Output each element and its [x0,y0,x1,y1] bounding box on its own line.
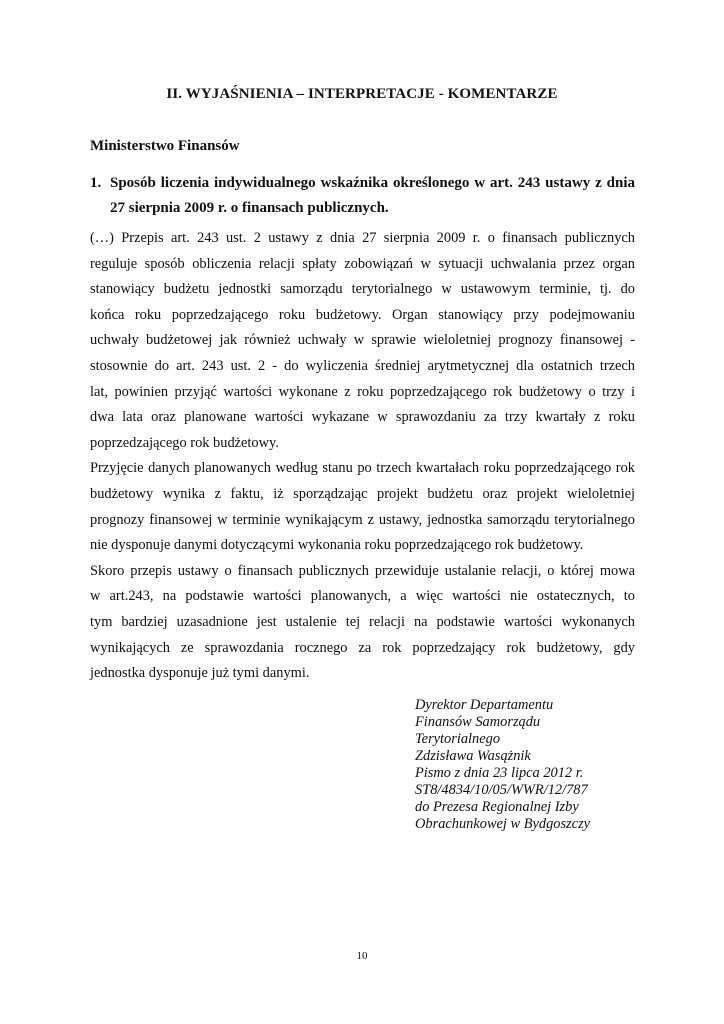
signature-line: Pismo z dnia 23 lipca 2012 r. [415,765,584,781]
item-title [110,171,635,221]
page-number: 10 [356,950,368,962]
text-line: tym bardziej uzasadnione jest ustalenie tej relacji na podstawie wartości wykonanych [90,613,635,630]
item-title-line: 27 sierpnia 2009 r. o finansach publicznych. [110,200,389,216]
text-line: stosownie do art. 243 ust. 2 - do wyliczenia średniej arytmetycznej dla ostatnich trzech [90,357,635,374]
item-title-line: Sposób liczenia indywidualnego wskaźnika określonego w art. 243 ustawy z dnia [110,175,635,191]
text-line: jednostka dysponuje już tymi danymi. [90,665,310,682]
paragraph-2 [90,456,635,558]
text-line: reguluje sposób obliczenia relacji spłaty zobowiązań w sytuacji uchwalania przez organ [90,255,635,272]
section-heading: II. WYJAŚNIENIA – INTERPRETACJE - KOMENTARZE [166,86,558,102]
text-line: lat, powinien przyjąć wartości wykonane z roku poprzedzającego rok budżetowy o trzy i [90,383,635,400]
text-line: stanowiący budżetu jednostki samorządu terytorialnego w ustawowym terminie, tj. do [90,281,635,298]
paragraph-1 [90,226,635,456]
text-line: (…) Przepis art. 243 ust. 2 ustawy z dnia 27 sierpnia 2009 r. o finansach publicznych [90,230,635,246]
item-number: 1. [90,175,102,191]
signature-line: Terytorialnego [415,731,501,747]
signature-line: ST8/4834/10/05/WWR/12/787 [415,782,588,798]
text-line: Przyjęcie danych planowanych według stanu po trzech kwartałach roku poprzedzającego rok [90,460,635,477]
paragraph-3 [90,559,635,687]
text-line: uchwały budżetowej jak również uchwały w sprawie wieloletniej prognozy finansowej - [90,332,635,349]
signature-line: Dyrektor Departamentu [415,697,554,713]
signature-line: Finansów Samorządu [415,714,541,730]
text-line: Skoro przepis ustawy o finansach publicznych przewiduje ustalanie relacji, o której mowa [90,562,635,579]
text-line: nie dysponuje danymi dotyczącymi wykonania roku poprzedzającego rok budżetowy. [90,537,584,554]
numbered-item [90,171,635,221]
signature-line: Obrachunkowej w Bydgoszczy [415,816,591,832]
text-line: budżetowy wynika z faktu, iż sporządzając projekt budżetu oraz projekt wieloletniej [90,485,635,502]
text-line: w art.243, na podstawie wartości planowanych, a więc wartości nie ostatecznych, to [90,588,635,605]
text-line: poprzedzającego rok budżetowy. [90,434,279,451]
signature-block [415,697,590,833]
institution-name: Ministerstwo Finansów [90,138,240,154]
text-line: wynikających ze sprawozdania rocznego za rok poprzedzający rok budżetowy, gdy [90,639,635,656]
text-line: końca roku poprzedzającego roku budżetowy. Organ stanowiący przy podejmowaniu [90,306,635,323]
text-line: dwa lata oraz planowane wartości wykazane w sprawozdaniu za trzy kwartały z roku [90,409,635,426]
signature-line: do Prezesa Regionalnej Izby [415,799,579,815]
text-line: prognozy finansowej w terminie wynikającym z ustawy, jednostka samorządu terytorialnego [90,511,635,528]
signature-line: Zdzisława Wasążnik [415,748,531,764]
body-text [90,226,635,687]
